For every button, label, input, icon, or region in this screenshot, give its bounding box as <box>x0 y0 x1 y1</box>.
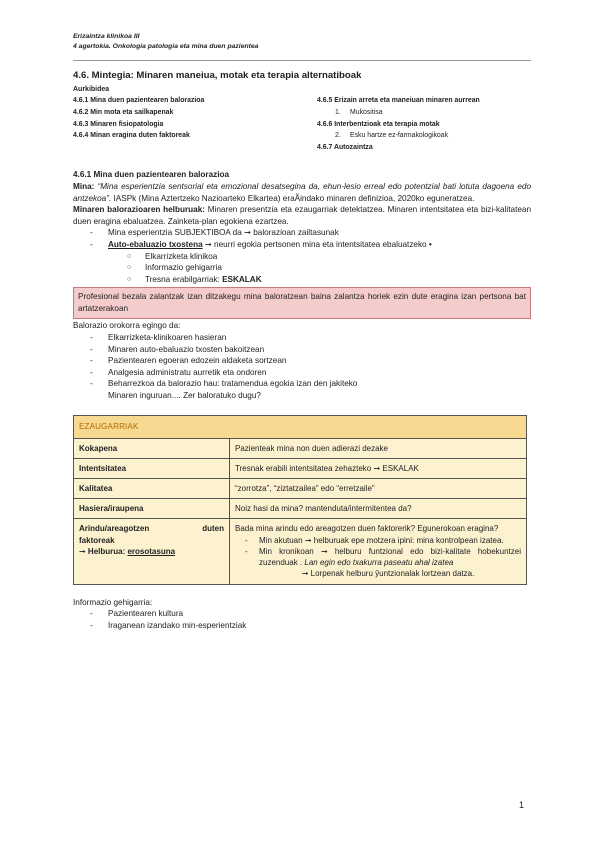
table-row <box>74 479 527 499</box>
list-item: ○ Informazio gehigarria <box>73 262 531 274</box>
arrow-right-icon: ➞ <box>204 239 212 249</box>
section-title: 4.6. Mintegia: Minaren maneiua, motak eta terapia alternatiboak <box>73 70 362 82</box>
table-key: Kokapena <box>74 438 230 458</box>
table-row <box>74 438 527 458</box>
table-value: “zorrotza”, “ziztatzailea” edo “erretzaile” <box>230 479 527 499</box>
table-row <box>74 458 527 478</box>
table-key: Intentsitatea <box>74 458 230 478</box>
subsection-title: 4.6.1 Mina duen pazientearen balorazioa <box>73 170 230 180</box>
list-item: - Min kronikoan ➞ helburu funtzional edo bizi-kalitate hobekuntzei zuzenduak . Lan egin edo txakurra paseatu ahal izatea <box>235 546 521 568</box>
list-item: - Pazientearen egoeran edozein aldaketa sortzean <box>73 355 531 367</box>
list-item: ○ Elkarrizketa klinikoa <box>73 251 531 263</box>
list-item: - Auto-ebaluazio txostena ➞ neurri egokia pertsonen mina eta intentsitatea ebaluatzeko • <box>73 239 531 251</box>
document-page <box>73 32 531 631</box>
table-row <box>74 499 527 519</box>
callout-box: Profesional bezala zalantzak izan ditzakegu mina baloratzean baina zalantza horiek ezin dute eragina izan pertsona bat artatzerakoan <box>73 287 531 319</box>
list-item: - Pazientearen kultura <box>73 608 531 620</box>
table-header: EZAUGARRIAK <box>74 416 527 438</box>
balorazio-continuation: Minaren inguruan.... Zer baloratuko dugu? <box>108 390 261 400</box>
auto-ebaluazio-link[interactable]: Auto-ebaluazio txostena <box>108 239 203 249</box>
arrow-right-icon: ➞ <box>244 228 251 238</box>
arrow-right-icon: ➞ <box>304 535 312 545</box>
list-item: - Analgesia administratu aurretik eta ondoren <box>73 367 531 379</box>
header-course: Erizaintza klinikoa III <box>73 33 140 40</box>
page-number: 1 <box>519 800 525 810</box>
bullet-icon: • <box>428 239 432 249</box>
list-item: - Minaren auto-ebaluazio txosten bakoitzean <box>73 344 531 356</box>
balorazio-intro: Balorazio orokorra egingo da: <box>73 321 181 331</box>
mina-definition: Mina: “Mina esperientzia sentsorial eta emozional desatsegina da, ehun-lesio erreal edo potentzial bati lotuta dagoena edo antzekoa”. IASPk (Mina Aztertzeko Nazioarteko Elkartea) eraÃindako minaren definizioa, 2020ko eguneratzea. <box>73 181 531 203</box>
table-row <box>74 519 527 584</box>
table-value: Tresnak erabili intentsitatea zehazteko ➞ ESKALAK <box>230 458 527 478</box>
header-topic: 4 agertokia. Onkologia patologia eta mina duen pazientea <box>73 43 259 51</box>
factors-list <box>235 535 521 569</box>
ezaugarriak-table <box>73 415 527 584</box>
arrow-right-icon: ➞ <box>320 546 328 556</box>
toc-subitem[interactable]: 1. Mukositisa <box>335 109 383 116</box>
toc-item[interactable]: 4.6.2 Min mota eta sailkapenak <box>73 109 174 116</box>
list-item: - Beharrezkoa da balorazio hau: tratamendua egokia izan den jakiteko <box>73 378 531 390</box>
arrow-right-icon: ➞ <box>79 546 86 556</box>
table-header-row <box>74 416 527 438</box>
info-list <box>73 608 531 631</box>
arrow-right-icon: ➞ <box>373 463 381 473</box>
header-divider <box>73 60 531 61</box>
tools-sublist <box>73 251 531 286</box>
toc-item[interactable]: 4.6.4 Minan eragina duten faktoreak <box>73 132 190 140</box>
table-key: Hasiera/iraupena <box>74 499 230 519</box>
list-item: ○ Tresna erabilgarriak: ESKALAK <box>73 274 531 286</box>
table-value: Noiz hasi da mina? mantenduta/intermitentea da? <box>230 499 527 519</box>
toc-right-column <box>317 95 531 153</box>
toc-item[interactable]: 4.6.5 Erizain arreta eta maneiuan minaren aurrean <box>317 97 480 105</box>
arrow-right-icon: ➞ <box>301 569 309 579</box>
table-value: Pazienteak mina non duen adierazi dezake <box>230 438 527 458</box>
toc-item[interactable]: 4.6.3 Minaren fisiopatologia <box>73 120 164 128</box>
toc-subitem[interactable]: 2. Esku hartze ez-farmakologikoak <box>335 132 449 140</box>
list-item: - Iraganean izandako min-esperientziak <box>73 620 531 632</box>
subjective-list <box>73 227 531 250</box>
list-item: - Min akutuan ➞ helburuak epe motzera ipini: mina kontrolpean izatea. <box>235 535 521 546</box>
toc-item[interactable]: 4.6.7 Autozaintza <box>317 143 373 151</box>
list-item: - Elkarrizketa-klinikoaren hasieran <box>73 332 531 344</box>
balorazio-list <box>73 332 531 390</box>
balorazio-helburuak: Minaren balorazioaren helburuak: Minaren presentzia eta ezaugarriak detektatzea. Minaren intentsitatea eta bizi-kalitatean duen eragina ebaluatzea. Zainketa-plan egokiena ezartzea. <box>73 205 531 226</box>
table-value: Bada mina arindu edo areagotzen duen faktorerik? Egunerokoan eragina? - Min akutuan ➞ helburuak epe motzera ipini: mina kontrolpean izatea. - Min kronikoan ➞ helburu funtzional edo bizi-kalitate hobekuntzei zuzenduak . Lan egin edo txakurra paseatu ahal izatea ➞ Lorpenak helburu ŷuntzionalak lortzean datza. <box>230 519 527 584</box>
table-of-contents <box>73 95 531 153</box>
erosotasuna-link[interactable]: erosotasuna <box>127 546 176 556</box>
toc-item[interactable]: 4.6.1 Mina duen pazientearen balorazioa <box>73 97 205 105</box>
info-intro: Informazio gehigarria: <box>73 597 153 607</box>
toc-left-column <box>73 95 317 153</box>
toc-title: Aurkibidea <box>73 86 110 94</box>
table-key: Kalitatea <box>74 479 230 499</box>
list-item: - Mina esperientzia SUBJEKTIBOA da ➞ balorazioan zailtasunak <box>73 227 531 239</box>
table-key: Arindu/areagotzen duten faktoreak ➞ Helburua: erosotasuna <box>74 519 230 584</box>
toc-item[interactable]: 4.6.6 Interbentzioak eta terapia motak <box>317 120 440 128</box>
